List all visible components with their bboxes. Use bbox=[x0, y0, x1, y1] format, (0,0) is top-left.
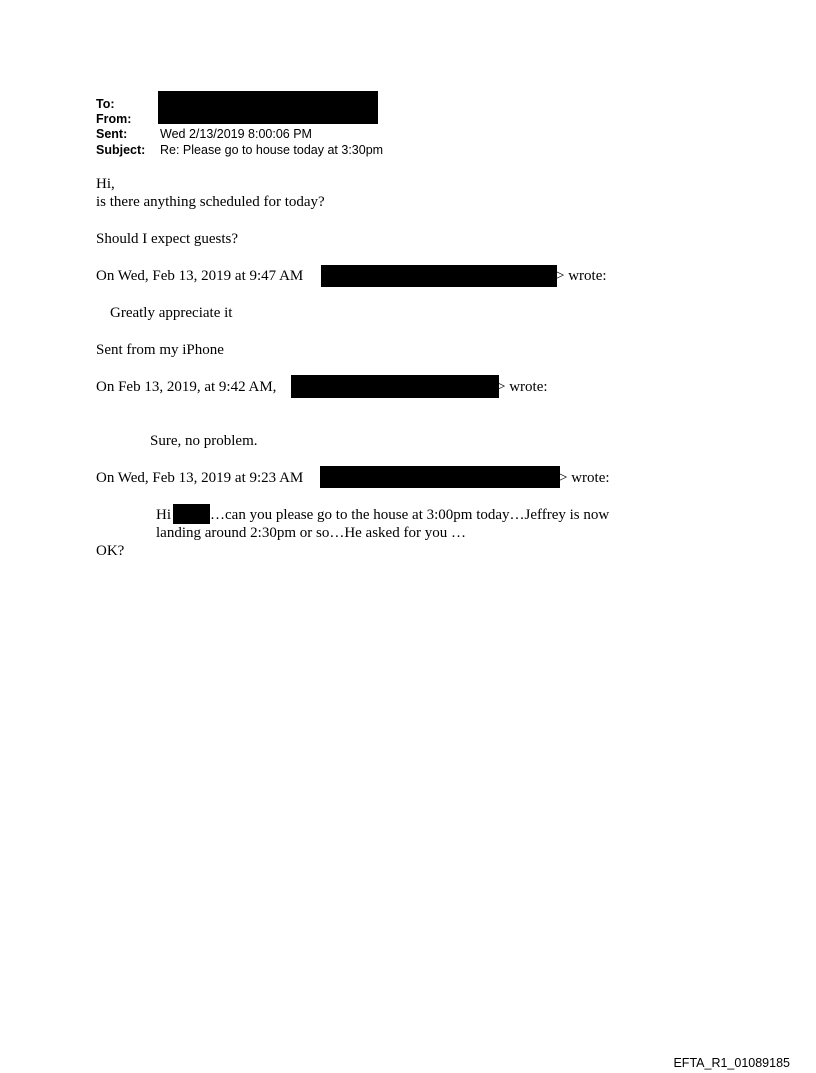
from-label: From: bbox=[96, 112, 132, 126]
quote3-wrote: > wrote: bbox=[559, 470, 610, 486]
sent-value: Wed 2/13/2019 8:00:06 PM bbox=[160, 127, 312, 141]
document-id: EFTA_R1_01089185 bbox=[673, 1056, 790, 1070]
closing: OK? bbox=[96, 543, 125, 559]
greeting: Hi, bbox=[96, 176, 115, 192]
quote1-wrote: > wrote: bbox=[556, 268, 607, 284]
quote2-intro: On Feb 13, 2019, at 9:42 AM, bbox=[96, 379, 277, 395]
quote2-wrote: > wrote: bbox=[497, 379, 548, 395]
sent-label: Sent: bbox=[96, 127, 128, 141]
quote3-name-redaction bbox=[173, 504, 210, 524]
to-label: To: bbox=[96, 97, 115, 111]
quote3-text-2: landing around 2:30pm or so…He asked for you … bbox=[156, 525, 466, 541]
body-line-2: Should I expect guests? bbox=[96, 231, 239, 247]
quote1-sender-redaction bbox=[321, 265, 557, 287]
quote1-intro: On Wed, Feb 13, 2019 at 9:47 AM bbox=[96, 268, 304, 284]
quote3-hi: Hi bbox=[156, 507, 171, 523]
signature: Sent from my iPhone bbox=[96, 342, 224, 358]
quote1-text: Greatly appreciate it bbox=[110, 305, 233, 321]
quote2-text: Sure, no problem. bbox=[150, 433, 258, 449]
header-redaction bbox=[158, 91, 378, 124]
subject-value: Re: Please go to house today at 3:30pm bbox=[160, 143, 384, 157]
body-line-1: is there anything scheduled for today? bbox=[96, 194, 325, 210]
quote3-text-1: …can you please go to the house at 3:00pm today…Jeffrey is now bbox=[210, 507, 610, 523]
quote3-intro: On Wed, Feb 13, 2019 at 9:23 AM bbox=[96, 470, 304, 486]
quote3-sender-redaction bbox=[320, 466, 560, 488]
subject-label: Subject: bbox=[96, 143, 146, 157]
quote2-sender-redaction bbox=[291, 375, 499, 398]
